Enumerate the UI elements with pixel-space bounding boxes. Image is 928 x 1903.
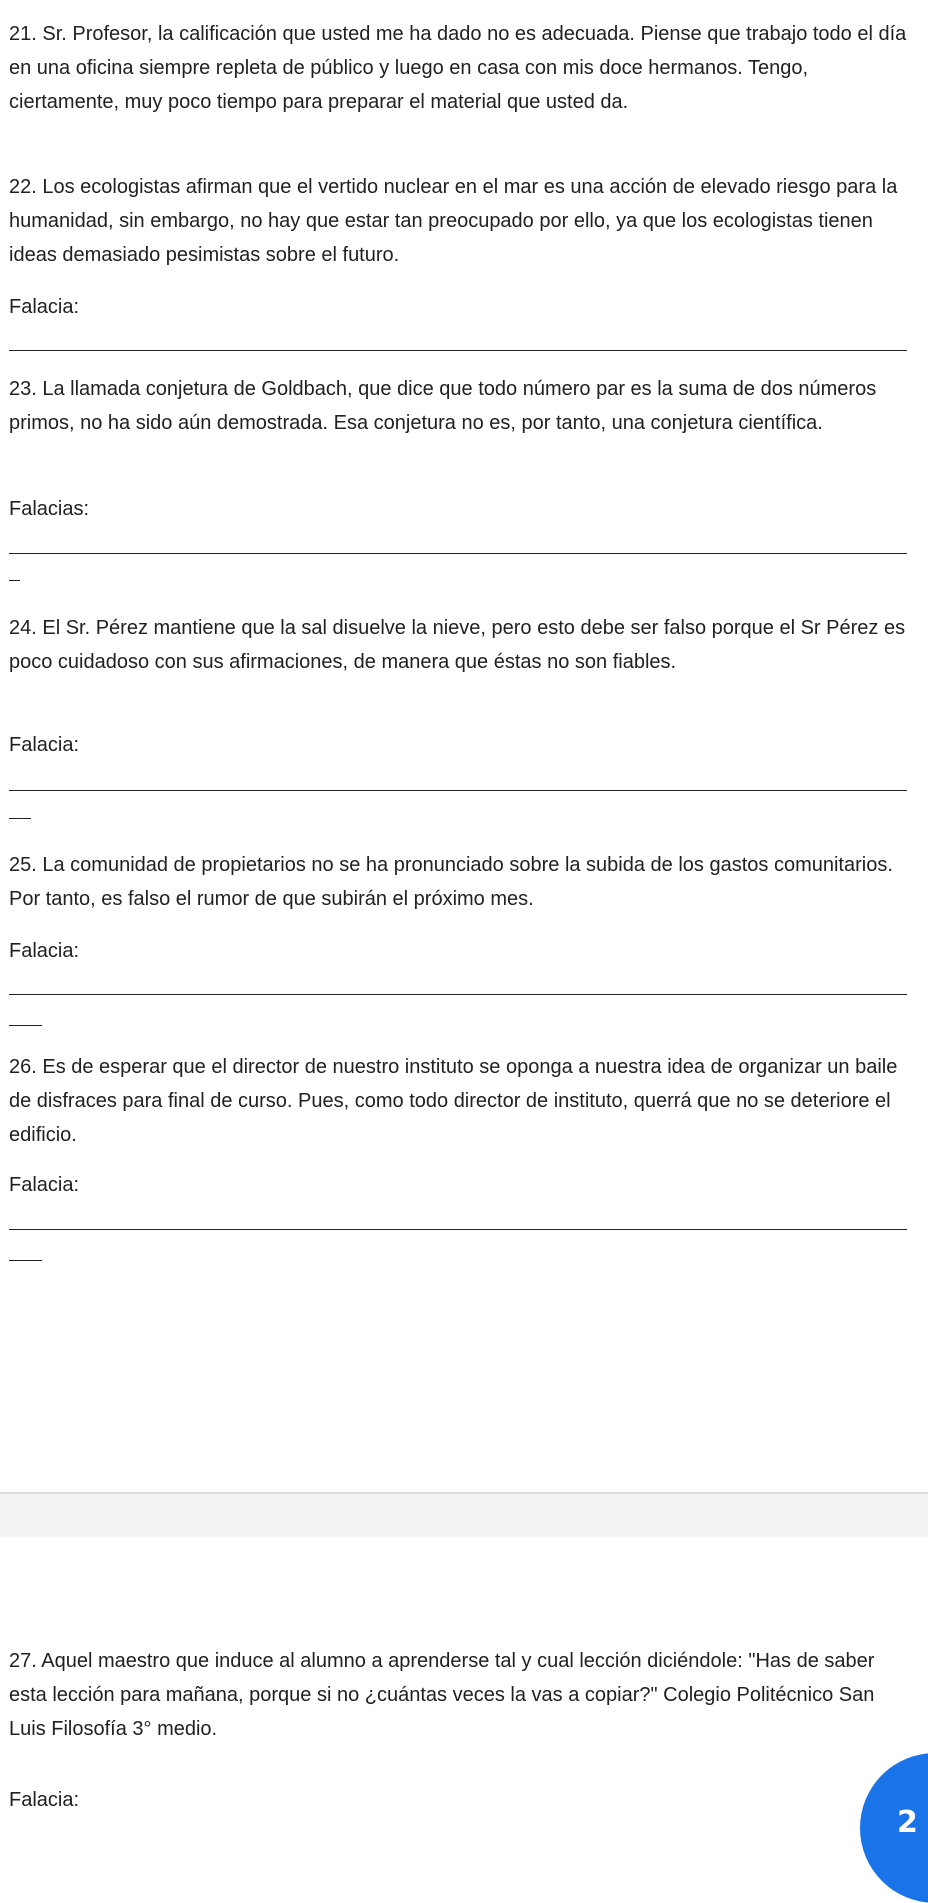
answer-line-tail xyxy=(9,1260,42,1261)
answer-line-tail xyxy=(9,580,20,581)
question-22: 22. Los ecologistas afirman que el vertido nuclear en el mar es una acción de elevado riesgo para la humanidad, sin embargo, no hay que estar tan preocupado por ello, ya que los ecologistas tienen ideas demasiado pesimistas sobre el futuro. xyxy=(9,176,898,266)
document-page-2 xyxy=(0,1537,928,1838)
question-25: 25. La comunidad de propietarios no se ha pronunciado sobre la subida de los gastos comunitarios. Por tanto, es falso el rumor de que subirán el próximo mes. xyxy=(9,854,893,910)
answer-line xyxy=(9,790,907,791)
answer-line xyxy=(9,994,907,995)
question-21: 21. Sr. Profesor, la calificación que usted me ha dado no es adecuada. Piense que trabajo todo el día en una oficina siempre repleta de público y luego en casa con mis doce hermanos. Tengo, ciertamente, muy poco tiempo para preparar el material que usted da. xyxy=(9,23,907,113)
answer-line xyxy=(9,350,907,351)
question-27: 27. Aquel maestro que induce al alumno a aprenderse tal y cual lección diciéndole: "Has de saber esta lección para mañana, porque si no ¿cuántas veces la vas a copiar?" Colegio Politécnico San Luis Filosofía 3° medio. xyxy=(9,1650,875,1740)
answer-label-25: Falacia: xyxy=(9,940,80,962)
answer-label-27: Falacia: xyxy=(9,1789,80,1811)
answer-label-24: Falacia: xyxy=(9,734,80,756)
answer-line xyxy=(9,553,907,554)
answer-label-23: Falacias: xyxy=(9,498,90,520)
answer-line xyxy=(9,1229,907,1230)
page-number-glyph: 2 xyxy=(897,1805,918,1840)
question-24: 24. El Sr. Pérez mantiene que la sal disuelve la nieve, pero esto debe ser falso porque el Sr Pérez es poco cuidadoso con sus afirmaciones, de manera que éstas no son fiables. xyxy=(9,617,906,673)
answer-line-tail xyxy=(9,818,31,819)
answer-label-22: Falacia: xyxy=(9,296,80,318)
answer-line-tail xyxy=(9,1025,42,1026)
question-23: 23. La llamada conjetura de Goldbach, que dice que todo número par es la suma de dos números primos, no ha sido aún demostrada. Esa conjetura no es, por tanto, una conjetura científica. xyxy=(9,378,877,434)
answer-label-26: Falacia: xyxy=(9,1174,80,1196)
question-26: 26. Es de esperar que el director de nuestro instituto se oponga a nuestra idea de organizar un baile de disfraces para final de curso. Pues, como todo director de instituto, querrá que no se deteriore el edificio. xyxy=(9,1056,898,1146)
page-separator xyxy=(0,1492,928,1537)
